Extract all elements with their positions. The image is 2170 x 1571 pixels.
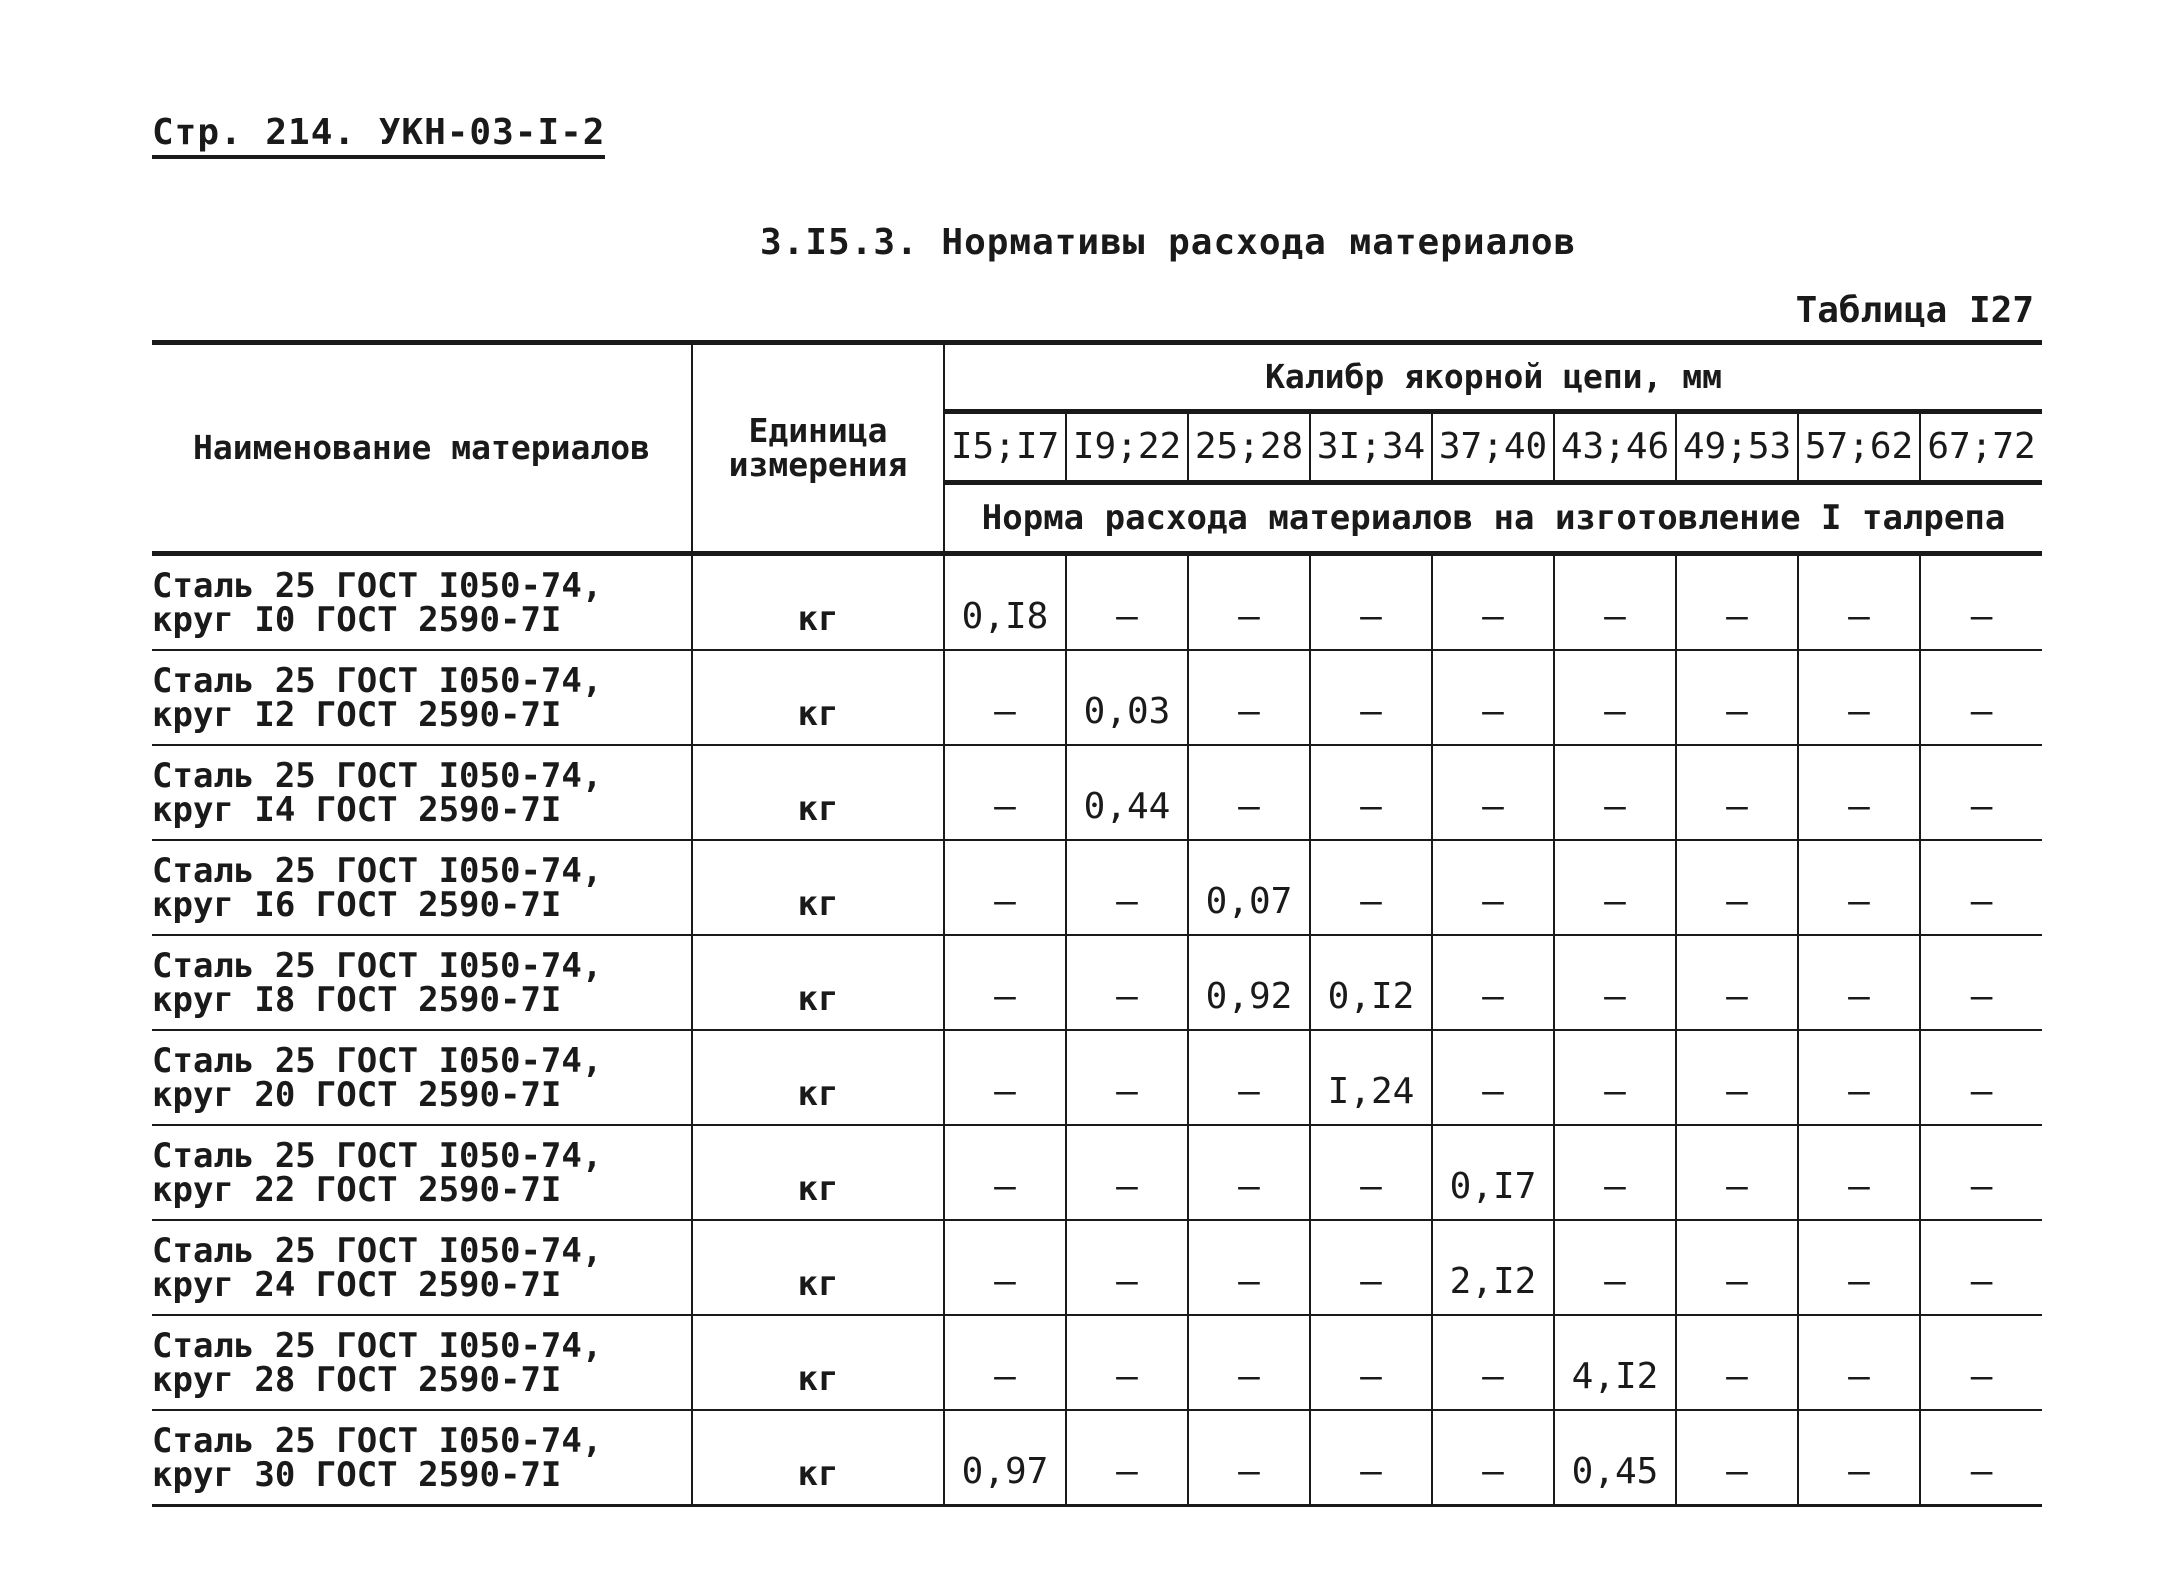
value-cell: – bbox=[1188, 650, 1310, 745]
unit-cell: кг bbox=[692, 650, 944, 745]
caliber-header-7: 57;62 bbox=[1798, 412, 1920, 483]
value-cell: – bbox=[1554, 935, 1676, 1030]
table-row bbox=[152, 650, 2042, 745]
table-row bbox=[152, 745, 2042, 840]
value-cell: – bbox=[944, 935, 1066, 1030]
material-name-cell bbox=[152, 650, 692, 745]
value-cell: – bbox=[1188, 745, 1310, 840]
value-cell: – bbox=[1310, 1220, 1432, 1315]
value-cell: – bbox=[1554, 745, 1676, 840]
caliber-header-5: 43;46 bbox=[1554, 412, 1676, 483]
value-cell: – bbox=[1676, 840, 1798, 935]
value-cell: – bbox=[1310, 650, 1432, 745]
unit-cell: кг bbox=[692, 1030, 944, 1125]
material-name-cell bbox=[152, 935, 692, 1030]
value-cell: – bbox=[944, 1030, 1066, 1125]
material-line2: круг I0 ГОСТ 2590-7I bbox=[152, 599, 562, 640]
value-cell: – bbox=[1066, 1410, 1188, 1506]
value-cell: – bbox=[1432, 935, 1554, 1030]
value-cell: – bbox=[1798, 935, 1920, 1030]
value-cell: – bbox=[1676, 935, 1798, 1030]
value-cell: – bbox=[944, 1315, 1066, 1410]
value-cell: – bbox=[1188, 1315, 1310, 1410]
value-cell: – bbox=[1432, 650, 1554, 745]
value-cell: – bbox=[1066, 840, 1188, 935]
value-cell: – bbox=[1066, 1030, 1188, 1125]
value-cell: – bbox=[1066, 554, 1188, 651]
value-cell: – bbox=[1920, 1220, 2042, 1315]
value-cell: – bbox=[1432, 1315, 1554, 1410]
table-row bbox=[152, 554, 2042, 651]
material-line1: Сталь 25 ГОСТ I050-74, bbox=[152, 755, 603, 796]
value-cell: – bbox=[1798, 1220, 1920, 1315]
caliber-header-4: 37;40 bbox=[1432, 412, 1554, 483]
table-row bbox=[152, 840, 2042, 935]
material-line2: круг 20 ГОСТ 2590-7I bbox=[152, 1074, 562, 1115]
material-line1: Сталь 25 ГОСТ I050-74, bbox=[152, 1135, 603, 1176]
value-cell: – bbox=[1676, 554, 1798, 651]
value-cell: – bbox=[1798, 650, 1920, 745]
header-material: Наименование материалов bbox=[152, 343, 692, 554]
value-cell: – bbox=[1920, 554, 2042, 651]
material-name-cell bbox=[152, 1030, 692, 1125]
value-cell: – bbox=[944, 840, 1066, 935]
value-cell: – bbox=[1554, 650, 1676, 745]
value-cell: 0,44 bbox=[1066, 745, 1188, 840]
value-cell: – bbox=[1432, 840, 1554, 935]
value-cell: – bbox=[1676, 1220, 1798, 1315]
unit-cell: кг bbox=[692, 1220, 944, 1315]
caliber-header-6: 49;53 bbox=[1676, 412, 1798, 483]
value-cell: – bbox=[1554, 554, 1676, 651]
material-name-cell bbox=[152, 554, 692, 651]
material-name-cell bbox=[152, 1315, 692, 1410]
value-cell: – bbox=[1798, 1410, 1920, 1506]
table-label: Таблица I27 bbox=[1795, 290, 2034, 331]
value-cell: – bbox=[1676, 1410, 1798, 1506]
value-cell: – bbox=[1676, 1315, 1798, 1410]
value-cell: 4,I2 bbox=[1554, 1315, 1676, 1410]
value-cell: – bbox=[1798, 840, 1920, 935]
material-line2: круг 30 ГОСТ 2590-7I bbox=[152, 1454, 562, 1495]
material-line1: Сталь 25 ГОСТ I050-74, bbox=[152, 1040, 603, 1081]
material-line2: круг 28 ГОСТ 2590-7I bbox=[152, 1359, 562, 1400]
material-line2: круг I2 ГОСТ 2590-7I bbox=[152, 694, 562, 735]
material-line1: Сталь 25 ГОСТ I050-74, bbox=[152, 945, 603, 986]
material-line2: круг I8 ГОСТ 2590-7I bbox=[152, 979, 562, 1020]
material-name-cell bbox=[152, 1125, 692, 1220]
value-cell: – bbox=[1798, 1030, 1920, 1125]
caliber-header-3: 3I;34 bbox=[1310, 412, 1432, 483]
value-cell: – bbox=[1432, 1410, 1554, 1506]
table-row bbox=[152, 1315, 2042, 1410]
value-cell: 0,45 bbox=[1554, 1410, 1676, 1506]
value-cell: – bbox=[1310, 554, 1432, 651]
value-cell: – bbox=[1798, 1125, 1920, 1220]
value-cell: – bbox=[1554, 1125, 1676, 1220]
value-cell: – bbox=[1310, 745, 1432, 840]
value-cell: – bbox=[1188, 1125, 1310, 1220]
material-line1: Сталь 25 ГОСТ I050-74, bbox=[152, 660, 603, 701]
caliber-header-1: I9;22 bbox=[1066, 412, 1188, 483]
material-line1: Сталь 25 ГОСТ I050-74, bbox=[152, 850, 603, 891]
value-cell: – bbox=[1066, 1220, 1188, 1315]
value-cell: – bbox=[1798, 745, 1920, 840]
value-cell: – bbox=[1920, 1125, 2042, 1220]
unit-cell: кг bbox=[692, 1410, 944, 1506]
material-line2: круг I4 ГОСТ 2590-7I bbox=[152, 789, 562, 830]
material-name-cell bbox=[152, 745, 692, 840]
caliber-header-8: 67;72 bbox=[1920, 412, 2042, 483]
value-cell: – bbox=[944, 1125, 1066, 1220]
value-cell: – bbox=[944, 650, 1066, 745]
value-cell: – bbox=[1188, 1410, 1310, 1506]
table-row bbox=[152, 1410, 2042, 1506]
value-cell: – bbox=[1310, 1315, 1432, 1410]
unit-cell: кг bbox=[692, 554, 944, 651]
section-title: 3.I5.3. Нормативы расхода материалов bbox=[760, 222, 1577, 263]
value-cell: – bbox=[1310, 1125, 1432, 1220]
material-line2: круг I6 ГОСТ 2590-7I bbox=[152, 884, 562, 925]
value-cell: – bbox=[944, 745, 1066, 840]
material-line1: Сталь 25 ГОСТ I050-74, bbox=[152, 1230, 603, 1271]
caliber-header-0: I5;I7 bbox=[944, 412, 1066, 483]
value-cell: – bbox=[1920, 1410, 2042, 1506]
caliber-header-2: 25;28 bbox=[1188, 412, 1310, 483]
table-body bbox=[152, 554, 2042, 1506]
value-cell: – bbox=[1310, 1410, 1432, 1506]
unit-cell: кг bbox=[692, 745, 944, 840]
table-row bbox=[152, 935, 2042, 1030]
value-cell: – bbox=[1554, 1220, 1676, 1315]
value-cell: – bbox=[1066, 1315, 1188, 1410]
table-row bbox=[152, 1125, 2042, 1220]
material-line1: Сталь 25 ГОСТ I050-74, bbox=[152, 565, 603, 606]
value-cell: 0,03 bbox=[1066, 650, 1188, 745]
material-line2: круг 24 ГОСТ 2590-7I bbox=[152, 1264, 562, 1305]
value-cell: 0,07 bbox=[1188, 840, 1310, 935]
value-cell: – bbox=[1554, 1030, 1676, 1125]
unit-cell: кг bbox=[692, 1315, 944, 1410]
materials-table-container bbox=[152, 340, 2042, 1507]
material-line2: круг 22 ГОСТ 2590-7I bbox=[152, 1169, 562, 1210]
page-header: Стр. 214. УКН-03-I-2 bbox=[152, 112, 605, 159]
value-cell: – bbox=[1920, 745, 2042, 840]
value-cell: 0,92 bbox=[1188, 935, 1310, 1030]
value-cell: – bbox=[1676, 1125, 1798, 1220]
value-cell: – bbox=[1310, 840, 1432, 935]
header-unit: Единица измерения bbox=[692, 343, 944, 554]
value-cell: – bbox=[1066, 935, 1188, 1030]
material-name-cell bbox=[152, 1220, 692, 1315]
material-name-cell bbox=[152, 840, 692, 935]
value-cell: – bbox=[1920, 935, 2042, 1030]
value-cell: – bbox=[1798, 1315, 1920, 1410]
header-caliber-group: Калибр якорной цепи, мм bbox=[944, 343, 2042, 412]
value-cell: – bbox=[1188, 1030, 1310, 1125]
unit-cell: кг bbox=[692, 840, 944, 935]
unit-cell: кг bbox=[692, 935, 944, 1030]
unit-cell: кг bbox=[692, 1125, 944, 1220]
value-cell: – bbox=[1066, 1125, 1188, 1220]
header-norm: Норма расхода материалов на изготовление I талрепа bbox=[944, 483, 2042, 554]
value-cell: – bbox=[1676, 745, 1798, 840]
value-cell: – bbox=[1920, 1030, 2042, 1125]
value-cell: – bbox=[1676, 650, 1798, 745]
value-cell: – bbox=[1920, 650, 2042, 745]
materials-norm-table bbox=[152, 340, 2042, 1507]
value-cell: – bbox=[1188, 1220, 1310, 1315]
value-cell: I,24 bbox=[1310, 1030, 1432, 1125]
value-cell: 2,I2 bbox=[1432, 1220, 1554, 1315]
value-cell: – bbox=[1676, 1030, 1798, 1125]
material-name-cell bbox=[152, 1410, 692, 1506]
value-cell: – bbox=[1554, 840, 1676, 935]
material-line1: Сталь 25 ГОСТ I050-74, bbox=[152, 1420, 603, 1461]
value-cell: – bbox=[1432, 745, 1554, 840]
value-cell: – bbox=[1188, 554, 1310, 651]
value-cell: – bbox=[1920, 1315, 2042, 1410]
value-cell: 0,I2 bbox=[1310, 935, 1432, 1030]
table-row bbox=[152, 1220, 2042, 1315]
value-cell: – bbox=[1920, 840, 2042, 935]
value-cell: – bbox=[1432, 1030, 1554, 1125]
value-cell: 0,97 bbox=[944, 1410, 1066, 1506]
value-cell: – bbox=[1798, 554, 1920, 651]
material-line1: Сталь 25 ГОСТ I050-74, bbox=[152, 1325, 603, 1366]
value-cell: 0,I7 bbox=[1432, 1125, 1554, 1220]
value-cell: – bbox=[944, 1220, 1066, 1315]
value-cell: – bbox=[1432, 554, 1554, 651]
value-cell: 0,I8 bbox=[944, 554, 1066, 651]
table-row bbox=[152, 1030, 2042, 1125]
